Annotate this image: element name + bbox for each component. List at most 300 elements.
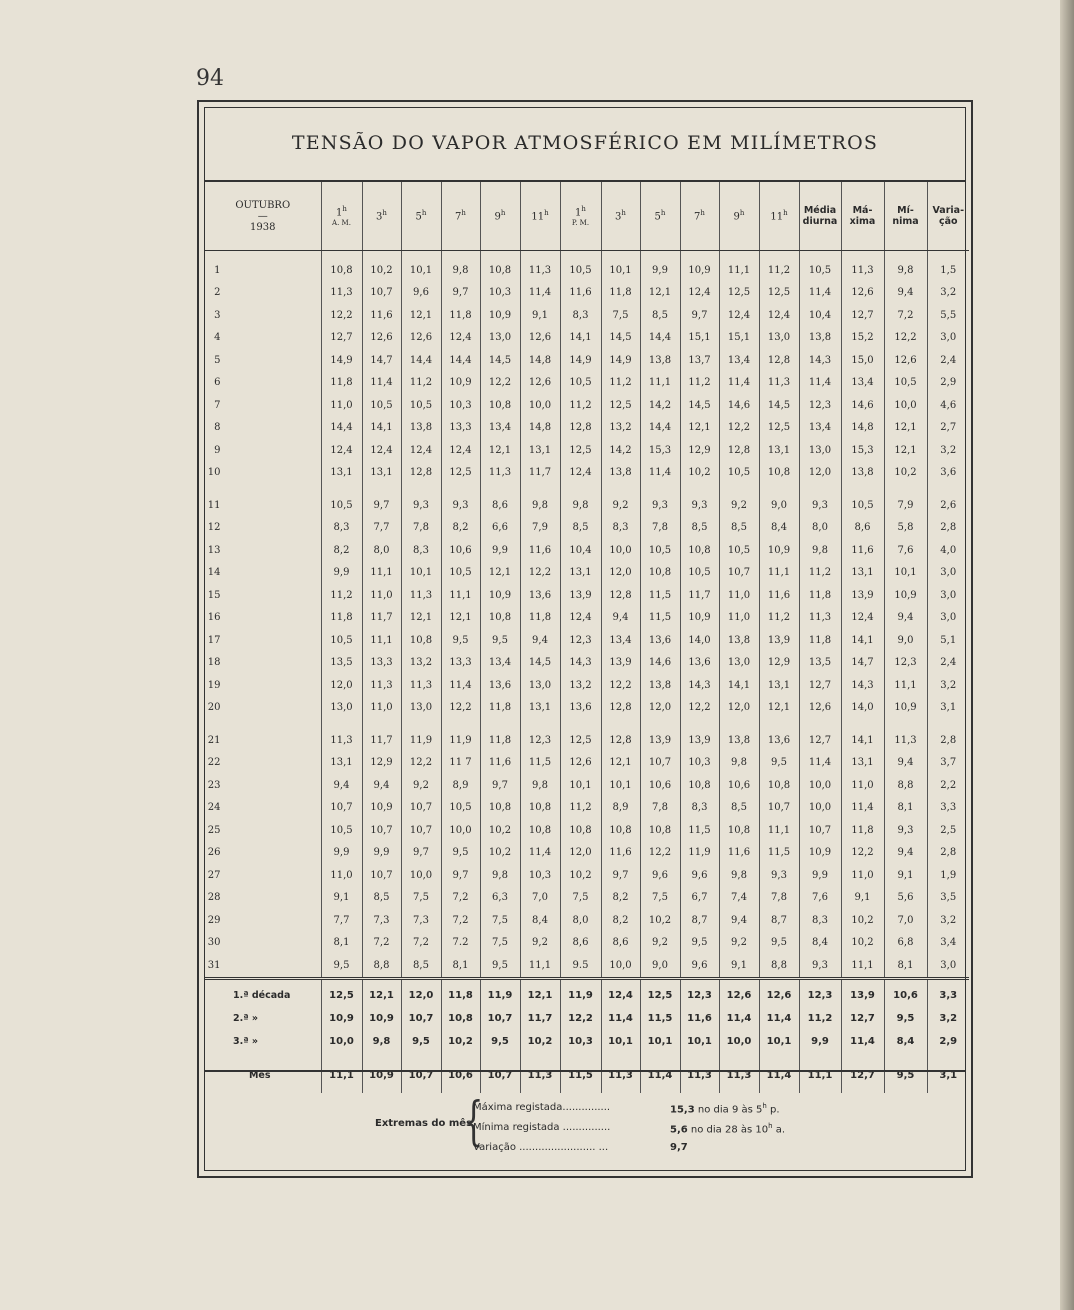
table-cell: 9,0	[759, 494, 799, 517]
table-cell: 12,5	[759, 417, 799, 440]
table-cell: 12,2	[680, 697, 719, 720]
summary-cell: 10,7	[401, 1059, 441, 1093]
table-cell: 8,4	[520, 909, 560, 932]
table-cell: 11,3	[321, 282, 362, 305]
table-cell: 7,9	[520, 517, 560, 540]
table-cell: 7,5	[640, 887, 680, 910]
table-cell: 10,8	[321, 251, 362, 282]
table-cell: 11,0	[321, 394, 362, 417]
table-cell: 13,6	[640, 629, 680, 652]
summary-cell: 11,4	[759, 1059, 799, 1093]
table-cell: 9,1	[719, 954, 759, 978]
day-number: 8	[214, 422, 221, 434]
header-hour-5am: 5$^h$	[401, 182, 441, 251]
table-cell: 10,7	[640, 752, 680, 775]
extremes-label: Extremas do mês	[375, 1118, 473, 1129]
table-row	[205, 864, 969, 887]
table-cell: 13,3	[362, 652, 401, 675]
summary-cell: 10,8	[441, 1007, 480, 1030]
table-cell: 10,5	[321, 629, 362, 652]
table-cell: 11,8	[480, 729, 520, 752]
table-cell: 13,2	[601, 417, 640, 440]
table-cell: 13,6	[480, 674, 520, 697]
summary-label: 2.ª »	[233, 1012, 259, 1024]
table-cell: 10,2	[640, 909, 680, 932]
table-cell: 3,0	[927, 584, 969, 607]
header-minima: Mí- nima	[884, 182, 927, 251]
extremes-brace: {	[463, 1092, 484, 1152]
table-row	[205, 697, 969, 720]
table-cell: 10,0	[799, 774, 841, 797]
extremes-rule	[205, 1070, 965, 1072]
summary-cell: 12,3	[799, 978, 841, 1007]
table-cell: 3,1	[927, 697, 969, 720]
summary-cell: 11,9	[480, 978, 520, 1007]
table-cell: 11,5	[640, 607, 680, 630]
table-cell: 9,9	[640, 251, 680, 282]
table-cell: 13,0	[321, 697, 362, 720]
table-title: TENSÃO DO VAPOR ATMOSFÉRICO EM MILÍMETROS	[291, 132, 879, 154]
table-cell: 9,0	[884, 629, 927, 652]
table-cell: 13,1	[560, 562, 601, 585]
summary-cell: 11,8	[441, 978, 480, 1007]
day-number: 24	[207, 802, 221, 814]
table-cell: 8,5	[719, 797, 759, 820]
table-cell: 11,2	[680, 372, 719, 395]
table-cell: 10,8	[759, 774, 799, 797]
table-cell: 13,0	[759, 327, 799, 350]
table-cell: 11,0	[841, 774, 884, 797]
table-cell: 11,3	[759, 372, 799, 395]
table-cell: 14,1	[841, 729, 884, 752]
table-cell: 13,4	[719, 349, 759, 372]
summary-row	[205, 1007, 969, 1030]
table-cell: 9,7	[401, 842, 441, 865]
table-cell: 11,1	[884, 674, 927, 697]
summary-cell: 9,5	[480, 1030, 520, 1053]
table-cell: 8,6	[480, 494, 520, 517]
table-cell: 11,6	[719, 842, 759, 865]
table-cell: 4,0	[927, 539, 969, 562]
table-cell: 12,1	[480, 439, 520, 462]
table-cell: 5,1	[927, 629, 969, 652]
table-cell: 13,6	[520, 584, 560, 607]
table-cell: 7,6	[884, 539, 927, 562]
table-cell: 10,8	[680, 774, 719, 797]
table-cell: 13,4	[601, 629, 640, 652]
summary-cell: 10,2	[520, 1030, 560, 1053]
table-cell: 11,8	[321, 607, 362, 630]
table-row	[205, 909, 969, 932]
table-cell: 14,3	[680, 674, 719, 697]
table-cell: 3,3	[927, 797, 969, 820]
table-cell: 11,7	[362, 729, 401, 752]
table-cell: 9,4	[719, 909, 759, 932]
table-cell: 10,9	[680, 251, 719, 282]
summary-cell: 3,3	[927, 978, 969, 1007]
table-cell: 13,5	[321, 652, 362, 675]
table-cell: 10,8	[480, 797, 520, 820]
table-cell: 12,4	[441, 327, 480, 350]
table-cell: 8,3	[601, 517, 640, 540]
table-cell: 8,0	[362, 539, 401, 562]
summary-cell: 10,7	[401, 1007, 441, 1030]
table-cell: 13,1	[321, 752, 362, 775]
table-cell: 12,5	[601, 394, 640, 417]
table-cell: 7,2	[441, 909, 480, 932]
table-cell: 10,8	[601, 819, 640, 842]
table-row	[205, 819, 969, 842]
table-cell: 12,0	[321, 674, 362, 697]
table-cell: 3,0	[927, 562, 969, 585]
table-cell: 13,4	[480, 417, 520, 440]
table-cell: 11,0	[841, 864, 884, 887]
header-hour-3am: 3$^h$	[362, 182, 401, 251]
table-cell: 9,1	[520, 304, 560, 327]
table-cell: 11,5	[520, 752, 560, 775]
table-cell: 11,3	[480, 462, 520, 485]
table-cell: 10,2	[480, 819, 520, 842]
table-cell: 10,7	[362, 819, 401, 842]
day-number: 28	[207, 892, 221, 904]
summary-cell: 10,7	[480, 1059, 520, 1093]
table-cell: 11,1	[520, 954, 560, 978]
table-cell: 10,1	[560, 774, 601, 797]
table-cell: 11,1	[362, 629, 401, 652]
summary-cell: 11,3	[601, 1059, 640, 1093]
table-cell: 11,4	[799, 282, 841, 305]
table-cell: 10,5	[560, 251, 601, 282]
table-cell: 9,8	[719, 752, 759, 775]
table-cell: 12,3	[799, 394, 841, 417]
table-cell: 10,5	[401, 394, 441, 417]
day-number: 30	[207, 937, 221, 949]
table-cell: 9,4	[884, 282, 927, 305]
day-number: 31	[207, 959, 221, 971]
table-cell: 2,2	[927, 774, 969, 797]
table-cell: 7,6	[799, 887, 841, 910]
day-number: 1	[214, 264, 221, 276]
table-cell: 10,0	[884, 394, 927, 417]
day-number: 17	[207, 634, 221, 646]
day-number: 9	[214, 444, 221, 456]
table-cell: 7,7	[362, 517, 401, 540]
table-cell: 10,5	[884, 372, 927, 395]
table-cell: 11,1	[759, 819, 799, 842]
table-cell: 14,5	[601, 327, 640, 350]
summary-cell: 2,9	[927, 1030, 969, 1053]
table-cell: 12,4	[719, 304, 759, 327]
table-row	[205, 584, 969, 607]
table-cell: 13,2	[401, 652, 441, 675]
table-cell: 10,5	[441, 797, 480, 820]
table-cell: 12,8	[401, 462, 441, 485]
table-cell: 14,5	[680, 394, 719, 417]
table-cell: 10,5	[321, 819, 362, 842]
summary-cell: 11,4	[759, 1007, 799, 1030]
table-cell: 12,0	[560, 842, 601, 865]
table-cell: 9,2	[601, 494, 640, 517]
table-cell: 11,4	[640, 462, 680, 485]
table-cell: 7,7	[321, 909, 362, 932]
table-row	[205, 562, 969, 585]
table-cell: 14,5	[480, 349, 520, 372]
table-cell: 13,4	[480, 652, 520, 675]
table-cell: 8,8	[362, 954, 401, 978]
table-cell: 8,5	[560, 517, 601, 540]
summary-cell: 11,3	[719, 1059, 759, 1093]
summary-cell: 8,4	[884, 1030, 927, 1053]
summary-cell: 10,0	[719, 1030, 759, 1053]
table-cell: 9,1	[321, 887, 362, 910]
table-cell: 7,2	[401, 932, 441, 955]
summary-cell: 11,1	[799, 1059, 841, 1093]
table-cell: 13,1	[520, 439, 560, 462]
table-cell: 14,9	[321, 349, 362, 372]
extremes-max-value: 15,3 no dia 9 às 5$^h$ p.	[670, 1102, 780, 1116]
table-cell: 14,8	[520, 417, 560, 440]
table-cell: 12,1	[601, 752, 640, 775]
table-cell: 9,8	[884, 251, 927, 282]
table-cell: 1,5	[927, 251, 969, 282]
table-row	[205, 629, 969, 652]
table-cell: 11,3	[520, 251, 560, 282]
table-cell: 12,6	[401, 327, 441, 350]
table-cell: 10,5	[441, 562, 480, 585]
table-cell: 11,1	[841, 954, 884, 978]
table-cell: 9.5	[560, 954, 601, 978]
table-cell: 13,8	[401, 417, 441, 440]
summary-cell: 10,3	[560, 1030, 601, 1053]
table-row	[205, 439, 969, 462]
table-cell: 11,7	[362, 607, 401, 630]
header-hour-7am: 7$^h$	[441, 182, 480, 251]
day-number: 16	[207, 612, 221, 624]
table-cell: 13,3	[441, 652, 480, 675]
table-cell: 8,9	[601, 797, 640, 820]
summary-label: Mês	[248, 1070, 271, 1081]
table-cell: 14,8	[841, 417, 884, 440]
table-cell: 3,2	[927, 909, 969, 932]
table-cell: 13,6	[560, 697, 601, 720]
table-cell: 9,3	[799, 494, 841, 517]
day-number: 10	[207, 467, 221, 479]
table-cell: 7,8	[640, 517, 680, 540]
table-cell: 9,3	[401, 494, 441, 517]
table-cell: 10,6	[719, 774, 759, 797]
table-cell: 14,4	[441, 349, 480, 372]
table-cell: 12,2	[640, 842, 680, 865]
table-cell: 11,9	[441, 729, 480, 752]
table-row	[205, 251, 969, 282]
table-cell: 10,7	[362, 864, 401, 887]
table-cell: 11,4	[441, 674, 480, 697]
table-cell: 9,2	[401, 774, 441, 797]
table-cell: 13,8	[640, 674, 680, 697]
table-cell: 12,4	[560, 462, 601, 485]
table-cell: 7,3	[401, 909, 441, 932]
table-cell: 11,2	[759, 251, 799, 282]
table-cell: 11,1	[640, 372, 680, 395]
table-cell: 14,9	[560, 349, 601, 372]
table-cell: 12,5	[719, 282, 759, 305]
table-cell: 9,9	[321, 842, 362, 865]
table-cell: 9,8	[480, 864, 520, 887]
table-cell: 10,0	[520, 394, 560, 417]
table-cell: 8,5	[719, 517, 759, 540]
table-cell: 10,7	[362, 282, 401, 305]
table-row	[205, 394, 969, 417]
table-cell: 12,2	[884, 327, 927, 350]
table-cell: 10,5	[841, 494, 884, 517]
summary-cell: 10,9	[362, 1059, 401, 1093]
table-cell: 10,9	[480, 304, 520, 327]
table-cell: 12,6	[560, 752, 601, 775]
day-number: 2	[214, 287, 221, 299]
table-cell: 9,3	[759, 864, 799, 887]
table-cell: 9,5	[759, 932, 799, 955]
table-cell: 10,3	[480, 282, 520, 305]
header-media-diurna: Média diurna	[799, 182, 841, 251]
table-cell: 13,8	[841, 462, 884, 485]
table-cell: 13,9	[841, 584, 884, 607]
table-cell: 14,2	[601, 439, 640, 462]
table-cell: 10,9	[680, 607, 719, 630]
summary-cell: 10,7	[480, 1007, 520, 1030]
table-cell: 12,4	[441, 439, 480, 462]
table-cell: 12,4	[321, 439, 362, 462]
table-cell: 10,7	[321, 797, 362, 820]
day-number: 23	[207, 779, 221, 791]
summary-cell: 9,5	[884, 1059, 927, 1093]
table-cell: 9,4	[884, 752, 927, 775]
table-cell: 13,9	[640, 729, 680, 752]
table-cell: 10,7	[719, 562, 759, 585]
summary-cell: 11,5	[560, 1059, 601, 1093]
table-cell: 8,0	[560, 909, 601, 932]
table-cell: 8,1	[884, 954, 927, 978]
day-number: 11	[207, 499, 221, 511]
table-cell: 2,6	[927, 494, 969, 517]
table-cell: 6,7	[680, 887, 719, 910]
table-cell: 11,6	[362, 304, 401, 327]
table-cell: 10,5	[321, 494, 362, 517]
table-cell: 12,6	[362, 327, 401, 350]
table-row	[205, 887, 969, 910]
table-cell: 9,4	[884, 842, 927, 865]
table-cell: 14,5	[759, 394, 799, 417]
summary-cell: 12,5	[321, 978, 362, 1007]
table-cell: 8,2	[321, 539, 362, 562]
table-cell: 12,2	[719, 417, 759, 440]
table-cell: 11,2	[759, 607, 799, 630]
table-cell: 10,8	[520, 819, 560, 842]
table-cell: 9,6	[640, 864, 680, 887]
table-cell: 9,5	[680, 932, 719, 955]
table-cell: 8,6	[560, 932, 601, 955]
day-number: 13	[207, 544, 221, 556]
table-cell: 12,4	[560, 607, 601, 630]
table-cell: 13,7	[680, 349, 719, 372]
table-frame	[197, 100, 973, 1178]
table-cell: 9,8	[719, 864, 759, 887]
extremes-max-label: Máxima registada...............	[473, 1102, 611, 1113]
table-cell: 9,1	[841, 887, 884, 910]
table-cell: 9,4	[362, 774, 401, 797]
table-row	[205, 539, 969, 562]
table-cell: 7,5	[601, 304, 640, 327]
table-cell: 9,6	[680, 954, 719, 978]
table-cell: 8,5	[401, 954, 441, 978]
table-cell: 13,4	[799, 417, 841, 440]
summary-cell: 9,9	[799, 1030, 841, 1053]
table-cell: 9,7	[441, 282, 480, 305]
table-cell: 10,1	[601, 251, 640, 282]
table-row	[205, 729, 969, 752]
table-cell: 15,1	[680, 327, 719, 350]
table-cell: 6,8	[884, 932, 927, 955]
table-row	[205, 372, 969, 395]
table-cell: 7,4	[719, 887, 759, 910]
table-cell: 12,2	[520, 562, 560, 585]
summary-cell: 13,9	[841, 978, 884, 1007]
table-cell: 7.2	[441, 932, 480, 955]
table-cell: 9,8	[520, 774, 560, 797]
table-cell: 7,3	[362, 909, 401, 932]
day-number: 18	[207, 657, 221, 669]
day-number: 21	[207, 734, 221, 746]
table-cell: 9,5	[441, 842, 480, 865]
table-cell: 11,6	[560, 282, 601, 305]
table-cell: 13,1	[759, 439, 799, 462]
table-row	[205, 607, 969, 630]
table-cell: 10,1	[401, 562, 441, 585]
day-number: 7	[214, 399, 221, 411]
table-cell: 11,8	[480, 697, 520, 720]
table-cell: 12,5	[560, 439, 601, 462]
table-cell: 7,0	[520, 887, 560, 910]
table-cell: 13,1	[841, 562, 884, 585]
table-cell: 9,2	[719, 932, 759, 955]
table-cell: 9,7	[480, 774, 520, 797]
table-cell: 3,5	[927, 887, 969, 910]
table-cell: 12,4	[680, 282, 719, 305]
table-cell: 11 7	[441, 752, 480, 775]
summary-cell: 12,1	[362, 978, 401, 1007]
table-cell: 11,0	[321, 864, 362, 887]
table-cell: 10,1	[401, 251, 441, 282]
day-number: 20	[207, 702, 221, 714]
table-cell: 12,9	[759, 652, 799, 675]
table-row	[205, 417, 969, 440]
table-cell: 14,3	[799, 349, 841, 372]
table-cell: 14,1	[841, 629, 884, 652]
header-maxima: Má- xima	[841, 182, 884, 251]
table-cell: 9,8	[520, 494, 560, 517]
header-hour-11pm: 11$^h$	[759, 182, 799, 251]
table-cell: 10,8	[640, 819, 680, 842]
table-row	[205, 652, 969, 675]
table-cell: 9,3	[799, 954, 841, 978]
table-cell: 11,8	[441, 304, 480, 327]
table-cell: 12,2	[601, 674, 640, 697]
table-cell: 12,5	[759, 282, 799, 305]
table-row	[205, 462, 969, 485]
table-cell: 10,5	[719, 539, 759, 562]
summary-cell: 11,4	[601, 1007, 640, 1030]
table-cell: 8,9	[441, 774, 480, 797]
header-hour-1am: 1$^h$ A. M.	[321, 182, 362, 251]
